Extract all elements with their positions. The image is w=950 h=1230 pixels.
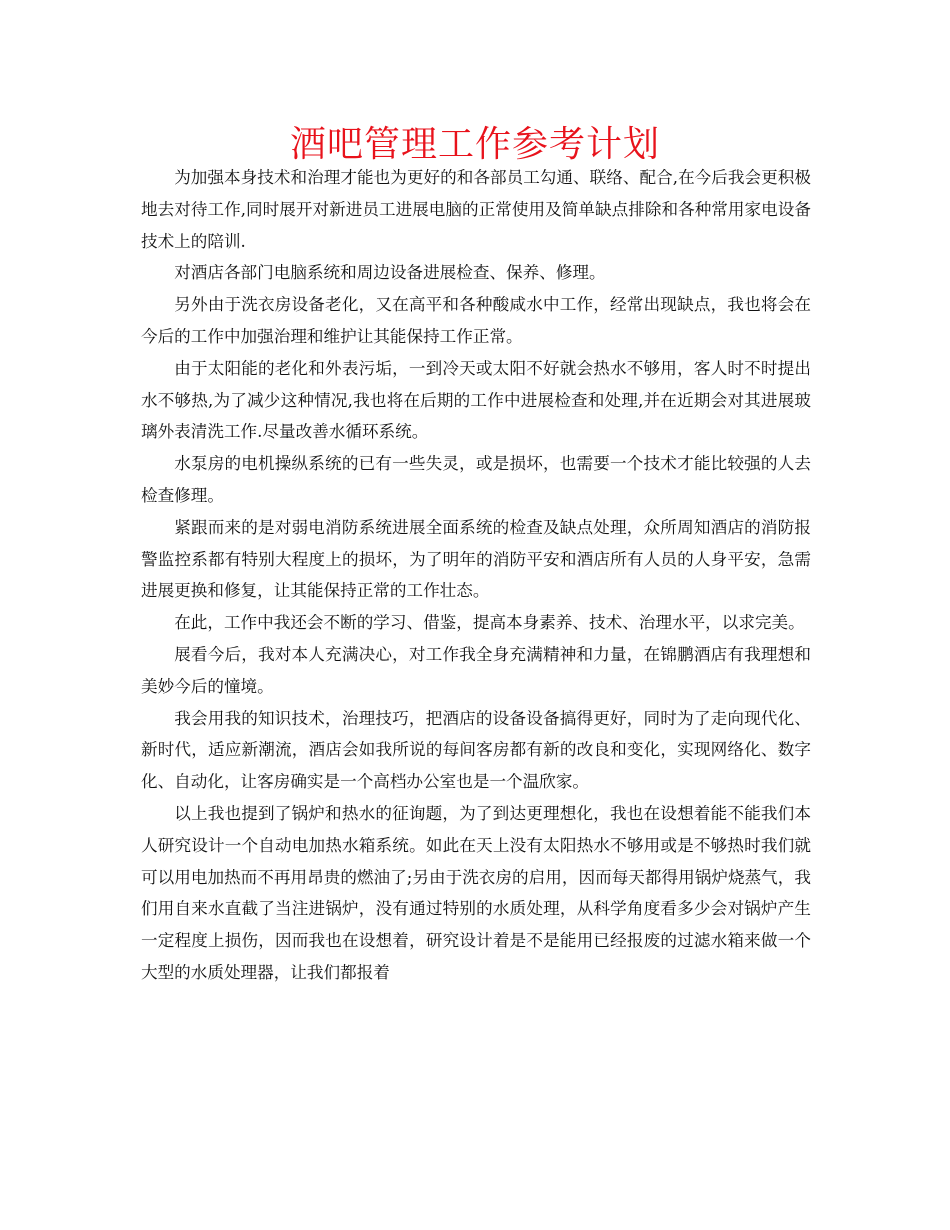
document-body: [141, 162, 811, 989]
paragraph-2: 对酒店各部门电脑系统和周边设备进展检查、保养、修理。: [174, 263, 606, 283]
paragraph-1: 为加强本身技术和治理才能也为更好的和各部员工勾通、联络、配合,在今后我会更积极地去对待工作,同时展开对新进员工进展电脑的正常使用及简单缺点排除和各种常用家电设备技术上的陪训.: [141, 168, 811, 251]
paragraph-4: 由于太阳能的老化和外表污垢，一到冷天或太阳不好就会热水不够用，客人时不时提出水不够热,为了减少这种情况,我也将在后期的工作中进展检查和处理,并在近期会对其进展玻璃外表清洗工作.尽量改善水循环系统。: [141, 358, 811, 442]
paragraph-6: 紧跟而来的是对弱电消防系统进展全面系统的检查及缺点处理，众所周知酒店的消防报警监控系都有特别大程度上的损坏，为了明年的消防平安和酒店所有人员的人身平安，急需进展更换和修复，让其能保持正常的工作壮态。: [141, 517, 811, 601]
document-title: 酒吧管理工作参考计划: [289, 124, 660, 165]
paragraph-7: 在此，工作中我还会不断的学习、借鉴，提高本身素养、技术、治理水平，以求完美。: [174, 613, 805, 633]
paragraph-3: 另外由于洗衣房设备老化，又在高平和各种酸咸水中工作，经常出现缺点，我也将会在今后的工作中加强治理和维护让其能保持工作正常。: [141, 295, 811, 346]
paragraph-8: 展看今后，我对本人充满决心，对工作我全身充满精神和力量，在锦鹏酒店有我理想和美妙今后的憧境。: [141, 644, 811, 696]
paragraph-10: 以上我也提到了锅炉和热水的征询题，为了到达更理想化，我也在设想着能不能我们本人研究设计一个自动电加热水箱系统。如此在天上没有太阳热水不够用或是不够热时我们就可以用电加热而不再用昂贵的燃油了;另由于洗衣房的启用，因而每天都得用锅炉烧蒸气，我们用自来水直截了当注进锅炉，没有通过特别的水质处理，从科学角度看多少会对锅炉产生一定程度上损伤，因而我也在设想着，研究设计着是不是能用已经报废的过滤水箱来做一个大型的水质处理器，让我们都报着: [141, 803, 811, 982]
paragraph-9: 我会用我的知识技术，治理技巧，把酒店的设备设备搞得更好，同时为了走向现代化、新时代，适应新潮流，酒店会如我所说的每间客房都有新的改良和变化，实现网络化、数字化、自动化，让客房确实是一个高档办公室也是一个温欣家。: [141, 708, 811, 792]
paragraph-5: 水泵房的电机操纵系统的已有一些失灵，或是损坏，也需要一个技术才能比较强的人去检查修理。: [141, 454, 811, 505]
